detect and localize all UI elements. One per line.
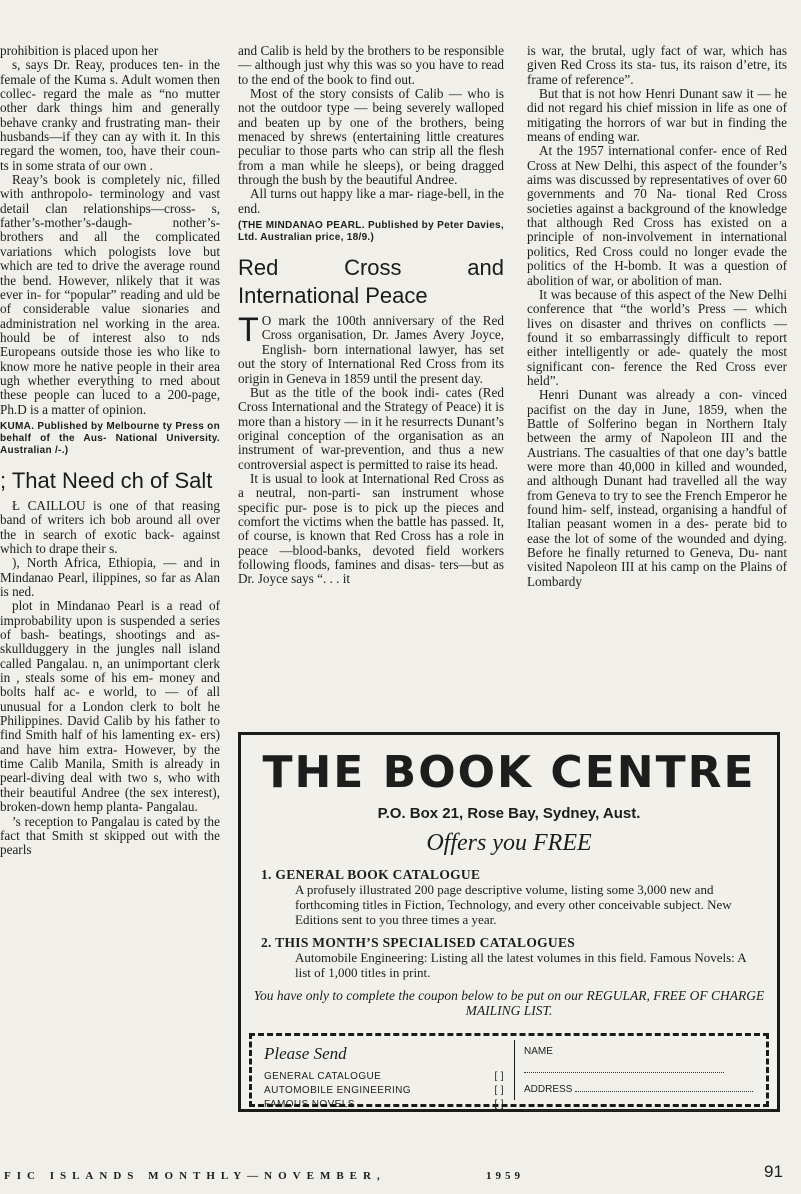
paragraph: prohibition is placed upon her [0,43,159,58]
coupon-option-row[interactable] [264,1098,504,1112]
section-title: ; That Need ch of Salt [0,467,213,493]
lead-paragraph [238,311,504,386]
option-checkbox[interactable]: [ ] [494,1071,504,1082]
catalogue-item [261,867,751,927]
column-left [0,44,220,858]
please-send-label: Please Send [264,1044,347,1063]
paragraph: ’s reception to Pangalau is cated by the fact that Smith st skipped out with the pearls [0,813,220,858]
drop-cap: T [238,311,259,350]
paragraph: is war, the brutal, ugly fact of war, which has given Red Cross its sta- tus, its raison d’etre, its frame of reference”. [527,43,787,87]
order-coupon [249,1033,769,1110]
catalogue-item-title: 2. THIS MONTH’S SPECIALISED CATALOGUES [261,935,576,950]
address-blank[interactable] [575,1091,753,1092]
name-field[interactable] [524,1042,754,1080]
paragraph: It was because of this aspect of the New Delhi conference that “the world’s Press — which lives on disaster and thrives on conflicts — found it so embarrassingly difficult to report either intelligently or ade- quately the most significant con- ference the Red Cross ever held”. [527,286,787,388]
option-label: FAMOUS NOVELS [264,1099,355,1110]
book-credit: (THE MINDANAO PEARL. Published by Peter Davies, Ltd. Australian price, 18/9.) [238,220,504,244]
article-title: Red Cross and International Peace [238,255,504,309]
book-centre-advertisement [238,732,780,1112]
paragraph: All turns out happy like a mar- riage-bell, in the end. [238,186,504,216]
page-footer [0,1162,801,1186]
paragraph: Henri Dunant was already a con- vinced pacifist on the day in June, 1859, when the Battle of Solferino began in Northern Italy between the army of Napoleon III and the Austrians. The casualties of that one day’s battle were more than 40,000 in killed and wounded, and although Dunant had travelled all the way from Geneva to try to see the French Emperor he found him- self, instead, organising a handful of Italian peasant women in a des- perate bid to ease the lot of some of the wounded and dying. Before he finally returned to Geneva, Du- nant visited Napoleon III at his camp on the Plains of Lombardy [527,387,787,589]
paragraph: plot in Mindanao Pearl is a read of improbability upon is suspended a series of bash- beatings, shootings and as- skullduggery in the jungles nall island called Pangalau. n, an unimportant clerk in , steals some of his em- money and bolts half ac- e world, to — of all unusual for a London clerk to bolt he Philippines. David Calib by his father to find Smith half of his lamenting ex- ers) and have him extra- However, by the time Calib Manila, Smith is already in pearl-diving deal with two s, who with their beautiful Andree (the sex interest), broken-down hemp planta- Pangalau. [0,598,220,815]
paragraph: s, says Dr. Reay, produces ten- in the female of the Kuma s. Adult women then collec- regard the male as “no mutter other dark things him and generally behave cranky and frustrating man- their husbands—if they can ay with it. In this regard the women, too, have their coun- ts in some strata of our own . [0,57,220,173]
paragraph: Reay’s book is completely nic, filled with anthropolo- terminology and vast detail clan relationships—cross- s, father’s-mother’s-daugh- nother’s-brothers and all the complicated variations which pologists love but which are ted to drive the average round the bend. However, nlikely that it was ever in- for “popular” reading and uld be of considerable value sionaries and administration nel working in the area. hould be of interest also to nds Europeans outside those ies who like to know more he native people in their area ugh whether everything to rned about these people can luced to a 200-page, Ph.D is a matter of opinion. [0,172,220,417]
option-checkbox[interactable]: [ ] [494,1099,504,1110]
coupon-selection [264,1044,504,1112]
paragraph: At the 1957 international confer- ence of Red Cross at New Delhi, this aspect of the founder’s aims was discussed by representatives of over 60 governments and 70 Na- tional Red Cross societies against a background of the knowledge that although Red Cross has existed on a principle of non-involvement in international politics, Red Cross could no longer evade the politics of the H-bomb. It was a question of abolition of war, or abolition of man. [527,143,787,288]
ad-address: P.O. Box 21, Rose Bay, Sydney, Aust. [377,805,641,822]
paragraph: Most of the story consists of Calib — who is not the outdoor type — being severely walloped and beaten up by one of the brothers, being menaced by shrews (entertaining little creatures peculiar to those parts who can strip all the flesh from a man while he sleeps), or being dragged through the bush by the beautiful Andree. [238,86,504,188]
option-label: AUTOMOBILE ENGINEERING [264,1085,411,1096]
address-label: ADDRESS [524,1084,573,1095]
coupon-note: You have only to complete the coupon below to be put on our REGULAR, FREE OF CHARGE MAILING LIST. [253,988,765,1018]
coupon-option-row[interactable] [264,1070,504,1084]
page-number: 91 [764,1162,783,1181]
book-credit: KUMA. Published by Melbourne ty Press on behalf of the Aus- National University. Australian /-.) [0,420,220,456]
coupon-address-fields [524,1042,754,1118]
catalogue-item-desc: A profusely illustrated 200 page descriptive volume, listing some 3,000 new and forthcoming titles in Fiction, Technology, and every other conceivable subject. New Editions sent to you three times a year. [295,882,732,927]
option-label: GENERAL CATALOGUE [264,1071,382,1082]
name-label: NAME [524,1046,553,1057]
address-field[interactable] [524,1080,754,1099]
catalogue-item [261,935,751,980]
paragraph: But as the title of the book indi- cates (Red Cross International and the Strategy of Peace) it is more than a history — in it he resurrects Dunant’s original conception of the organisation as an instrument of war-prevention, and thus a new controversial aspect is permitted to raise its head. [238,384,504,472]
ad-heading: THE BOOK CENTRE [262,747,756,798]
lead-text: O mark the 100th anniversary of the Red Cross organisation, Dr. James Avery Joyce, English- born international lawyer, has set out the story of International Red Cross from its origin in Geneva in 1859 until the present day. [238,313,504,386]
column-right [527,44,787,589]
paragraph: It is usual to look at International Red Cross as a neutral, non-parti- san instrument whose specific pur- pose is to pick up the pieces and comfort the victims when the battle has passed. It, of course, is known that Red Cross has a role in peace —blood-banks, devoted field workers following floods, famines and disas- ters—but as Dr. Joyce says “. . . it [238,470,504,587]
running-head: FIC ISLANDS MONTHLY—NOVEMBER, [4,1170,386,1182]
paragraph: Ł CAILLOU is one of that reasing band of writers ich bob around all over the in search of exotic back- against which to drape their s. [0,497,220,556]
issue-year: 1959 [486,1170,524,1182]
address-line[interactable] [524,1099,754,1118]
paragraph: ), North Africa, Ethiopia, — and in Mindanao Pearl, ilippines, so far as Alan is ned. [0,555,220,599]
coupon-option-row[interactable] [264,1084,504,1098]
catalogue-item-desc: Automobile Engineering: Listing all the latest volumes in this field. Famous Novels: A list of 1,000 titles in print. [295,950,746,980]
coupon-divider [514,1040,515,1100]
column-middle [238,44,504,587]
catalogue-list [261,867,751,980]
paragraph: But that is not how Henri Dunant saw it — he did not regard his chief mission in life as one of mitigating the horrors of war but in finding the means of ending war. [527,86,787,145]
name-blank[interactable] [524,1072,724,1073]
address-blank[interactable] [524,1110,770,1111]
option-checkbox[interactable]: [ ] [494,1085,504,1096]
paragraph: and Calib is held by the brothers to be responsible — although just why this was so you have to read to the end of the book to find out. [238,43,504,87]
ad-offer: Offers you FREE [426,830,592,856]
catalogue-item-title: 1. GENERAL BOOK CATALOGUE [261,867,481,882]
